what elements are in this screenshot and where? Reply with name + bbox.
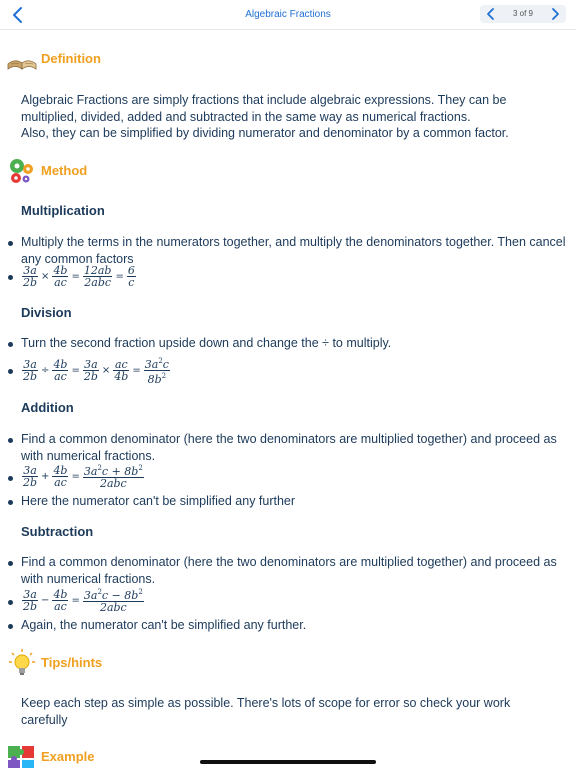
home-indicator[interactable] — [200, 760, 376, 764]
bullet-dot — [8, 600, 13, 605]
section-label: Method — [41, 163, 88, 178]
open-book-icon — [6, 44, 38, 74]
page-stepper — [480, 5, 566, 23]
bullet-dot — [8, 241, 13, 246]
definition-text-2: Also, they can be simplified by dividing numerator and denominator by a common factor. — [21, 126, 509, 140]
tips-text: Keep each step as simple as possible. There's lots of scope for error so check your work carefully — [21, 696, 511, 727]
bullet-dot — [8, 342, 13, 347]
gears-icon — [6, 156, 38, 186]
section-label: Tips/hints — [41, 655, 103, 670]
next-page-icon[interactable] — [548, 6, 562, 22]
section-label: Definition — [41, 51, 101, 66]
navigation-bar — [0, 0, 576, 30]
bullet-dot — [8, 438, 13, 443]
addition-formula: $\frac{3a}{2b}$ + $\frac{4b}{ac}$ = $\frac{3a^2c + 8b^2}{\text{2abc}}$ — [23, 463, 143, 490]
page-indicator: 3 of 9 — [512, 9, 533, 18]
definition-text: Algebraic Fractions are simply fractions that include algebraic expressions. They can be multiplied, divided, added and subtracted in the same way as numerical fractions. — [21, 93, 507, 124]
bullet-dot — [8, 369, 13, 374]
previous-page-icon[interactable] — [484, 6, 498, 22]
lightbulb-icon — [6, 648, 38, 678]
multiplication-heading: Multiplication — [21, 203, 105, 218]
bullet-dot — [8, 275, 13, 280]
bullet-dot — [8, 561, 13, 566]
bullet-dot — [8, 624, 13, 629]
list-item-text: Multiply the terms in the numerators together, and multiply the denominators together. Then cancel any common factors — [21, 235, 566, 266]
list-item-text: Find a common denominator (here the two denominators are multiplied together) and proceed as with numerical fractions. — [21, 432, 557, 463]
subtraction-heading: Subtraction — [21, 524, 94, 539]
multiplication-formula: $\frac{3a}{2b}$ × $\frac{4b}{ac}$ = $\frac{12ab}{\text{2abc}}$ = $\frac{6}{c}$ — [23, 264, 135, 289]
section-label: Example — [41, 749, 95, 764]
list-item-text: Find a common denominator (here the two denominators are multiplied together) and proceed as with numerical fractions. — [21, 555, 557, 586]
list-item-text: Here the numerator can't be simplified any further — [21, 494, 296, 508]
division-heading: Division — [21, 305, 72, 320]
division-formula: $\frac{3a}{2b}$ ÷ $\frac{4b}{ac}$ = $\frac{3a}{2b}$ × $\frac{ac}{4b}$ = $\frac{3a^2c}{8b^2}$ — [23, 357, 169, 386]
page-title: Algebraic Fractions — [245, 9, 331, 20]
puzzle-icon — [6, 742, 38, 768]
addition-heading: Addition — [21, 400, 74, 415]
bullet-dot — [8, 500, 13, 505]
list-item-text: Again, the numerator can't be simplified any further. — [21, 618, 307, 632]
list-item-text: Turn the second fraction upside down and change the ÷ to multiply. — [21, 336, 392, 350]
bullet-dot — [8, 476, 13, 481]
subtraction-formula: $\frac{3a}{2b}$ − $\frac{4b}{ac}$ = $\frac{3a^2c - 8b^2}{\text{2abc}}$ — [23, 587, 143, 614]
